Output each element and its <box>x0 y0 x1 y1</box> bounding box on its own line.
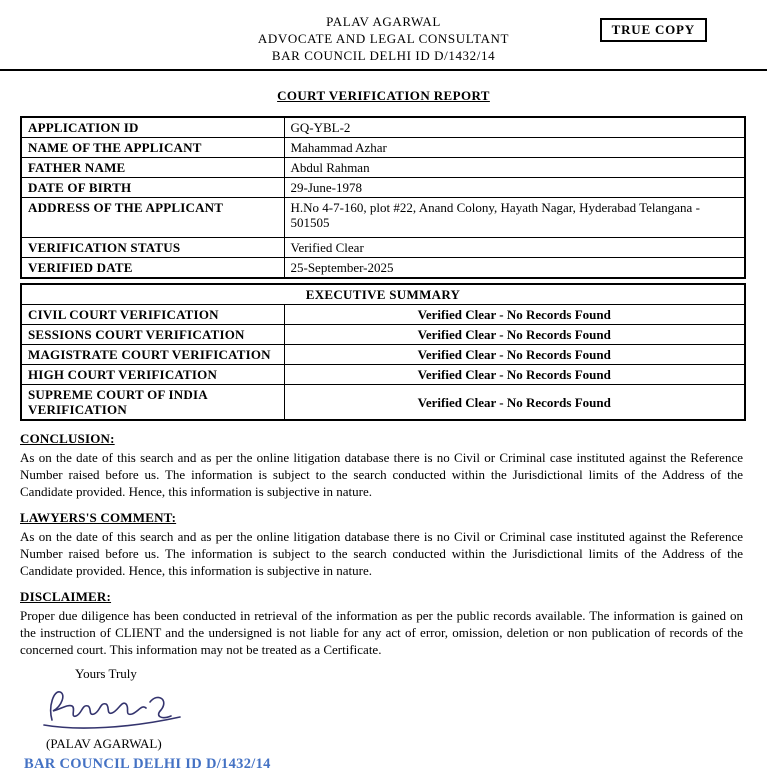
section-heading: LAWYERS'S COMMENT: <box>20 510 177 525</box>
table-row <box>21 238 745 258</box>
row-label: APPLICATION ID <box>21 117 284 138</box>
section-body: As on the date of this search and as per the online litigation database there is no Civil or Criminal case instituted against the Reference Number raised before us. The information is subject to the search conducted within the Jurisdictional limits of the Address of the Candidate provided. Hence, this information is subjective in nature. <box>20 450 743 499</box>
handwritten-signature-icon <box>38 684 188 736</box>
row-label: FATHER NAME <box>21 158 284 178</box>
row-value: Mahammad Azhar <box>284 138 745 158</box>
table-row <box>21 385 745 421</box>
table-row <box>21 178 745 198</box>
row-label: SUPREME COURT OF INDIA VERIFICATION <box>21 385 284 421</box>
header-divider <box>0 69 767 71</box>
row-value: Verified Clear - No Records Found <box>284 345 745 365</box>
table-row <box>21 198 745 238</box>
section-heading: CONCLUSION: <box>20 431 115 446</box>
summary-title: EXECUTIVE SUMMARY <box>21 284 745 305</box>
row-value: 29-June-1978 <box>284 178 745 198</box>
narrative-sections <box>20 431 743 658</box>
section-disclaimer <box>20 589 743 658</box>
advocate-name: PALAV AGARWAL <box>326 14 441 29</box>
row-label: DATE OF BIRTH <box>21 178 284 198</box>
table-row <box>21 138 745 158</box>
row-label: NAME OF THE APPLICANT <box>21 138 284 158</box>
row-value: Verified Clear - No Records Found <box>284 385 745 421</box>
section-conclusion <box>20 431 743 500</box>
section-body: Proper due diligence has been conducted in retrieval of the information as per the public records available. The information is gained on the instruction of CLIENT and the undersigned is not liable for any act of error, omission, deletion or non publication of records of the concerned court. This information may not be treated as a Certificate. <box>20 608 743 657</box>
row-value: GQ-YBL-2 <box>284 117 745 138</box>
footer-bar-id: BAR COUNCIL DELHI ID D/1432/14 <box>24 756 271 772</box>
row-label: MAGISTRATE COURT VERIFICATION <box>21 345 284 365</box>
executive-summary-table <box>20 283 746 421</box>
table-row <box>21 345 745 365</box>
table-row <box>21 117 745 138</box>
table-row <box>21 258 745 279</box>
row-label: ADDRESS OF THE APPLICANT <box>21 198 284 238</box>
row-label: CIVIL COURT VERIFICATION <box>21 305 284 325</box>
row-label: HIGH COURT VERIFICATION <box>21 365 284 385</box>
section-lawyers-comment <box>20 510 743 579</box>
row-value: Abdul Rahman <box>284 158 745 178</box>
page-title: COURT VERIFICATION REPORT <box>277 88 490 103</box>
row-label: SESSIONS COURT VERIFICATION <box>21 325 284 345</box>
row-label: VERIFIED DATE <box>21 258 284 279</box>
signature-image <box>38 684 767 736</box>
applicant-details-table <box>20 116 746 279</box>
section-heading: DISCLAIMER: <box>20 589 112 604</box>
true-copy-stamp: TRUE COPY <box>600 18 707 42</box>
row-value: Verified Clear - No Records Found <box>284 365 745 385</box>
row-value: 25-September-2025 <box>284 258 745 279</box>
row-value: Verified Clear - No Records Found <box>284 305 745 325</box>
advocate-bar-id: BAR COUNCIL DELHI ID D/1432/14 <box>271 48 496 63</box>
table-row <box>21 305 745 325</box>
table-row <box>21 325 745 345</box>
section-body: As on the date of this search and as per the online litigation database there is no Civil or Criminal case instituted against the Reference Number raised before us. The information is subject to the search conducted within the Jurisdictional limits of the Address of the Candidate provided. Hence, this information is subjective in nature. <box>20 529 743 578</box>
table-row <box>21 365 745 385</box>
row-value: H.No 4-7-160, plot #22, Anand Colony, Hayath Nagar, Hyderabad Telangana - 501505 <box>284 198 745 238</box>
signatory-name: (PALAV AGARWAL) <box>46 736 162 751</box>
row-value: Verified Clear - No Records Found <box>284 325 745 345</box>
table-row <box>21 158 745 178</box>
table-header-row <box>21 284 745 305</box>
row-value: Verified Clear <box>284 238 745 258</box>
advocate-title: ADVOCATE AND LEGAL CONSULTANT <box>257 31 510 46</box>
row-label: VERIFICATION STATUS <box>21 238 284 258</box>
closing-salutation: Yours Truly <box>75 666 137 681</box>
